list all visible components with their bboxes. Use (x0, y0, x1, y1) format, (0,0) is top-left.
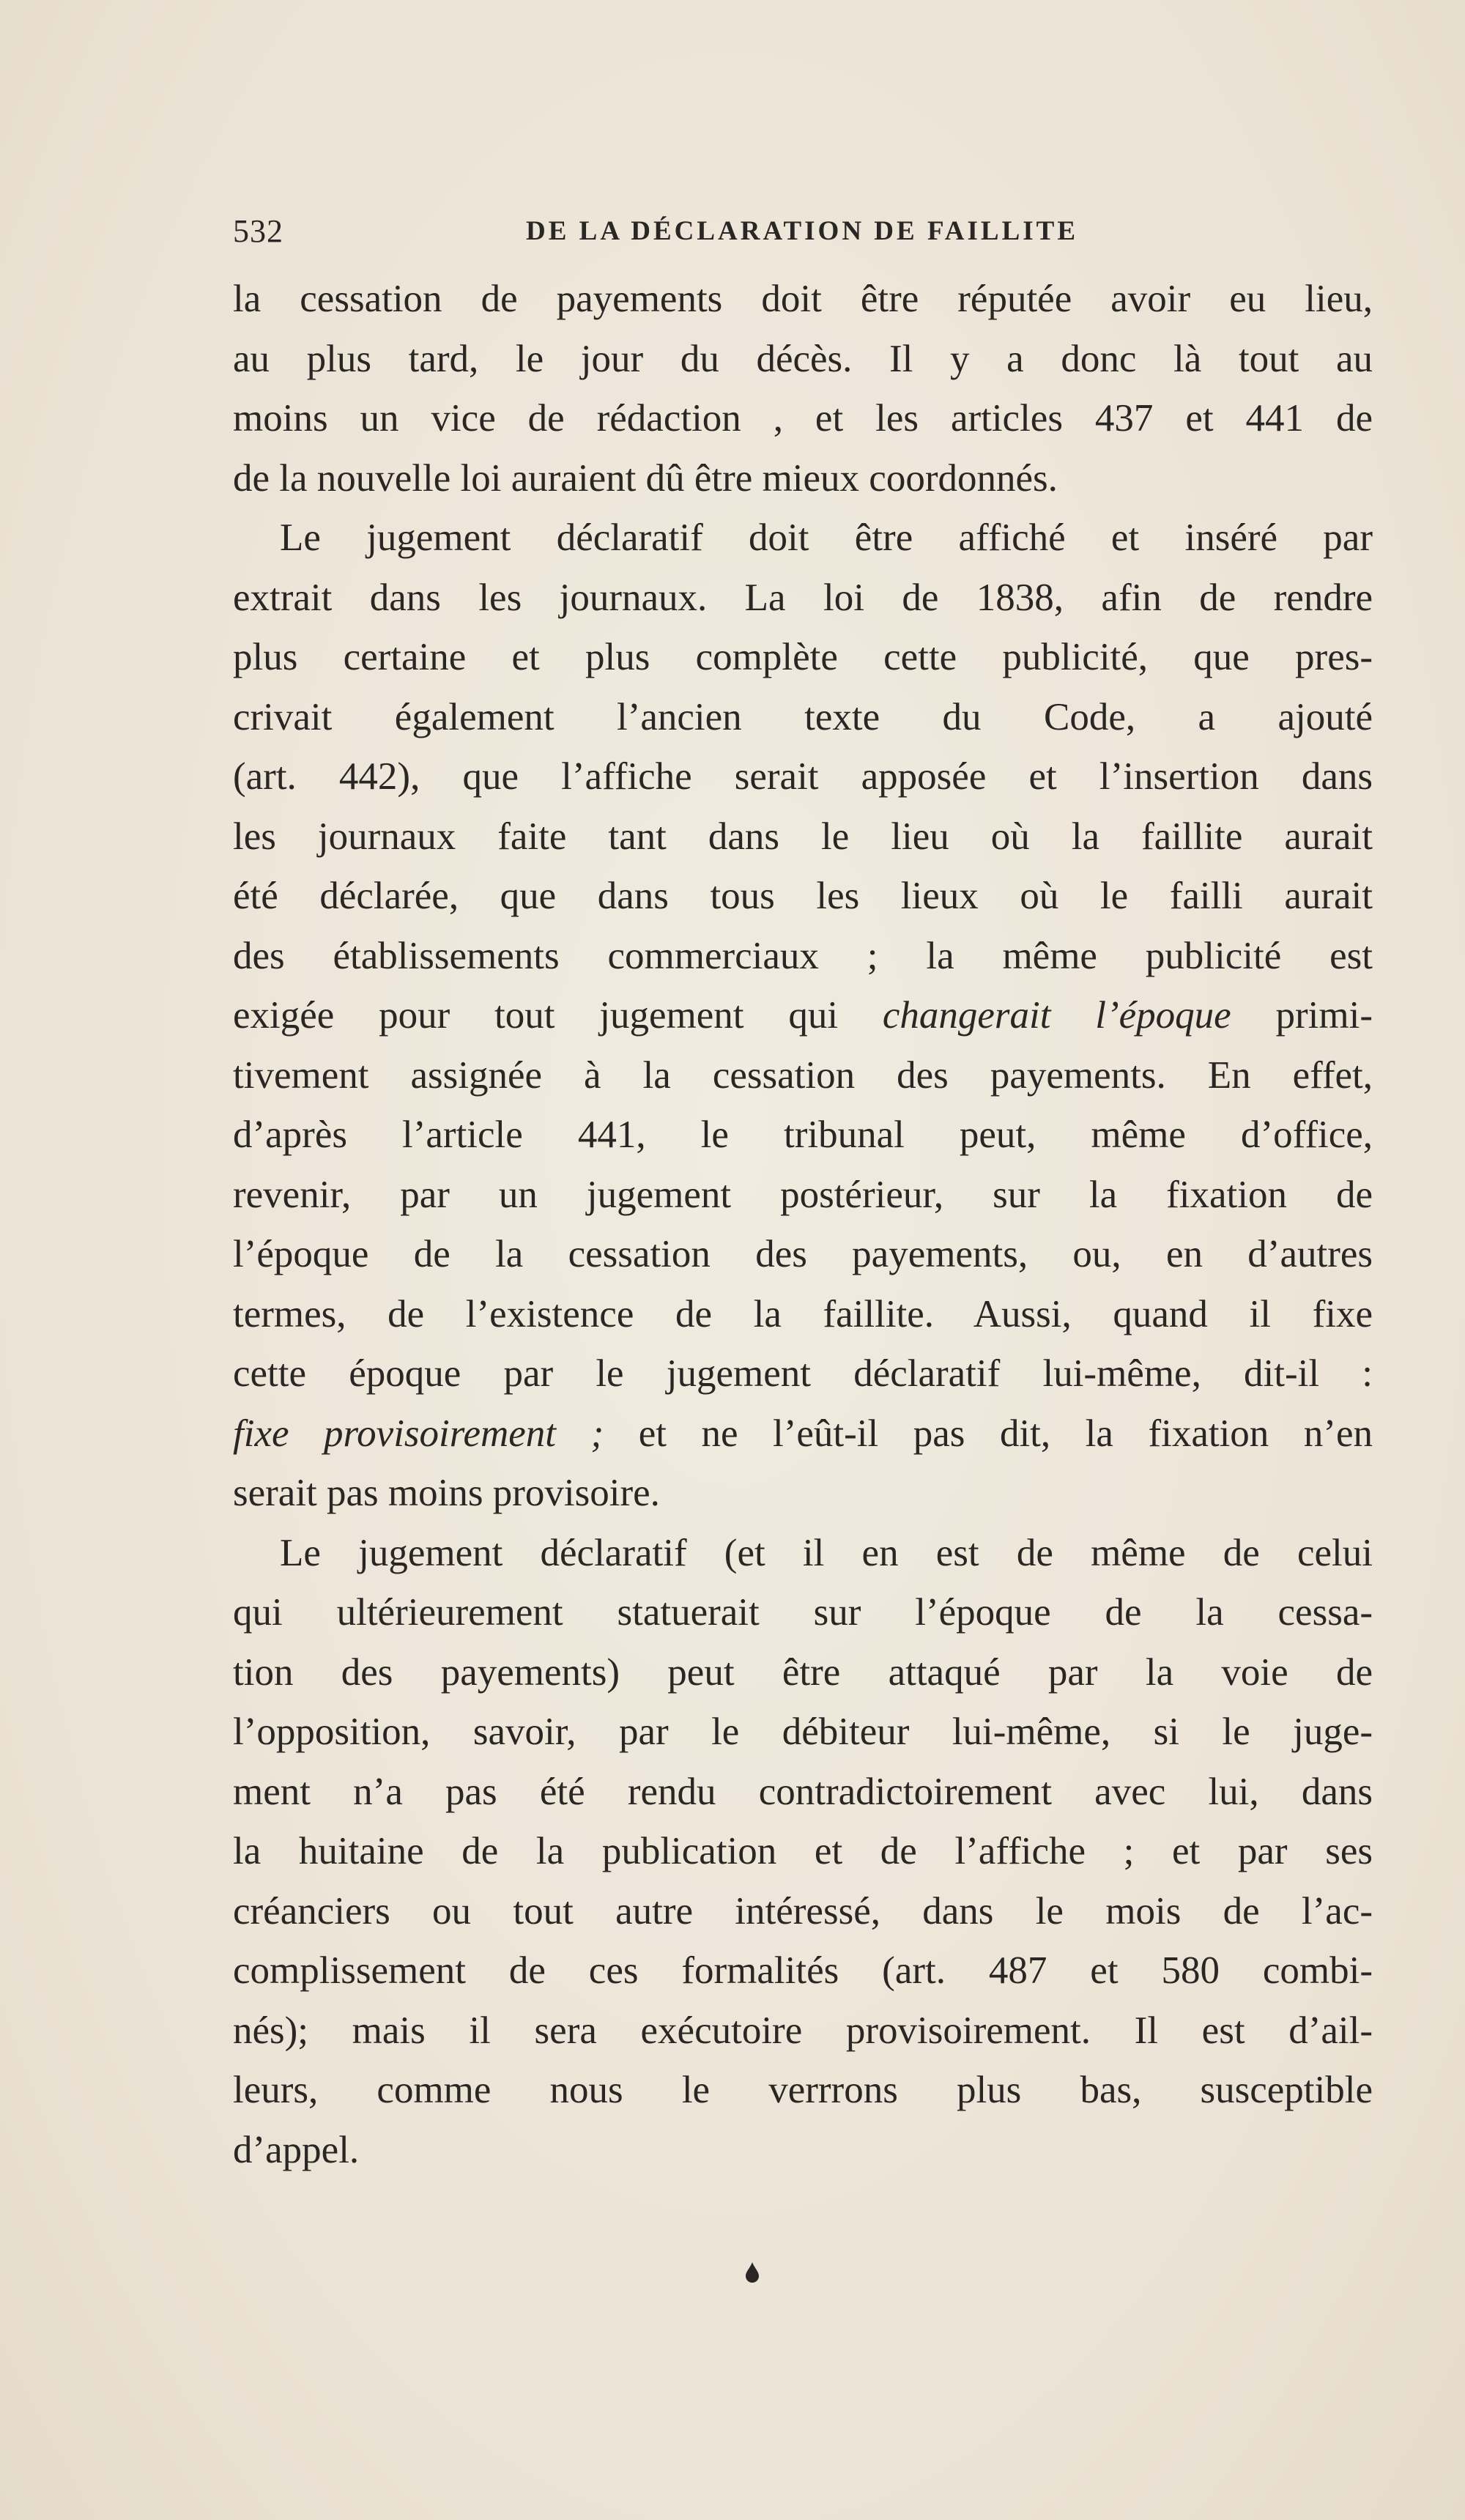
text-line (233, 1822, 1373, 1882)
text-segment: (art. 442), que l’affiche serait apposée et l’insertion dans (233, 755, 1373, 798)
text-line (233, 807, 1373, 867)
text-segment: exigée pour tout jugement qui (233, 994, 883, 1037)
running-head (233, 212, 1376, 249)
text-segment: et ne l’eût-il pas dit, la fixation n’en (604, 1412, 1373, 1455)
text-segment: plus certaine et plus complète cette publicité, que pres- (233, 636, 1373, 678)
text-segment: l’époque de la cessation des payements, ou, en d’autres (233, 1233, 1373, 1275)
text-line (233, 1464, 1373, 1524)
text-segment: créanciers ou tout autre intéressé, dans le mois de l’ac- (233, 1889, 1373, 1932)
text-line (233, 1643, 1373, 1703)
text-segment: Le jugement déclaratif (et il en est de même de celui (280, 1531, 1373, 1574)
text-line (233, 1285, 1373, 1345)
text-segment: tivement assignée à la cessation des payements. En effet, (233, 1053, 1373, 1097)
text-line (233, 508, 1373, 568)
ink-drop-ornament-icon (744, 2261, 760, 2283)
italic-phrase: changerait l’époque (882, 994, 1231, 1037)
text-segment: tion des payements) peut être attaqué par la voie de (233, 1650, 1373, 1694)
text-segment: cette époque par le jugement déclaratif lui-même, dit-il : (233, 1352, 1373, 1395)
text-segment: la huitaine de la publication et de l’affiche ; et par ses (233, 1830, 1373, 1872)
text-line (233, 2061, 1373, 2121)
text-line (233, 1046, 1373, 1106)
text-segment: de la nouvelle loi auraient dû être mieux coordonnés. (233, 456, 1058, 500)
text-line (233, 1583, 1373, 1643)
text-segment: revenir, par un jugement postérieur, sur la fixation de (233, 1173, 1373, 1216)
text-segment: été déclarée, que dans tous les lieux où le failli aurait (233, 875, 1373, 917)
text-segment: primi- (1231, 994, 1373, 1037)
text-line (233, 389, 1373, 449)
text-segment: leurs, comme nous le verrrons plus bas, susceptible (233, 2069, 1373, 2111)
text-segment: qui ultérieurement statuerait sur l’époque de la cessa- (233, 1591, 1373, 1634)
text-line (233, 628, 1373, 688)
text-line (233, 330, 1373, 390)
text-line (233, 867, 1373, 927)
text-segment: crivait également l’ancien texte du Code, a ajouté (233, 695, 1373, 738)
text-segment: la cessation de payements doit être réputée avoir eu lieu, (233, 278, 1373, 320)
text-line (233, 2121, 1373, 2181)
text-segment: les journaux faite tant dans le lieu où la faillite aurait (233, 815, 1373, 858)
text-segment: Le jugement déclaratif doit être affiché et inséré par (280, 516, 1373, 559)
text-line (233, 270, 1373, 330)
text-segment: serait pas moins provisoire. (233, 1472, 660, 1514)
text-segment: des établissements commerciaux ; la même publicité est (233, 934, 1373, 977)
text-line (233, 986, 1373, 1046)
text-line (233, 1225, 1373, 1285)
text-segment: nés); mais il sera exécutoire provisoirement. Il est d’ail- (233, 2009, 1373, 2052)
text-line (233, 1941, 1373, 2001)
text-line (233, 1702, 1373, 1763)
text-line (233, 1524, 1373, 1584)
text-segment: extrait dans les journaux. La loi de 1838, afin de rendre (233, 576, 1373, 619)
body-text (233, 270, 1373, 2180)
text-segment: moins un vice de rédaction , et les articles 437 et 441 de (233, 397, 1373, 440)
text-segment: ment n’a pas été rendu contradictoirement avec lui, dans (233, 1770, 1373, 1813)
text-segment: d’après l’article 441, le tribunal peut, même d’office, (233, 1113, 1373, 1156)
text-segment: l’opposition, savoir, par le débiteur lui-même, si le juge- (233, 1711, 1373, 1753)
text-line (233, 747, 1373, 807)
text-line (233, 449, 1373, 509)
text-line (233, 1166, 1373, 1226)
page-number: 532 (233, 213, 283, 249)
text-line (233, 568, 1373, 629)
text-line (233, 1344, 1373, 1404)
running-title: DE LA DÉCLARATION DE FAILLITE (526, 216, 1079, 246)
text-segment: complissement de ces formalités (art. 487 et 580 combi- (233, 1949, 1373, 1992)
text-line (233, 688, 1373, 748)
text-line (233, 1404, 1373, 1464)
text-line (233, 1105, 1373, 1166)
text-segment: au plus tard, le jour du décès. Il y a donc là tout au (233, 337, 1373, 380)
text-line (233, 1882, 1373, 1942)
italic-phrase: fixe provisoirement ; (233, 1412, 604, 1455)
text-line (233, 927, 1373, 987)
text-segment: d’appel. (233, 2128, 360, 2171)
text-line (233, 1763, 1373, 1823)
text-segment: termes, de l’existence de la faillite. Aussi, quand il fixe (233, 1292, 1373, 1335)
text-line (233, 2001, 1373, 2061)
